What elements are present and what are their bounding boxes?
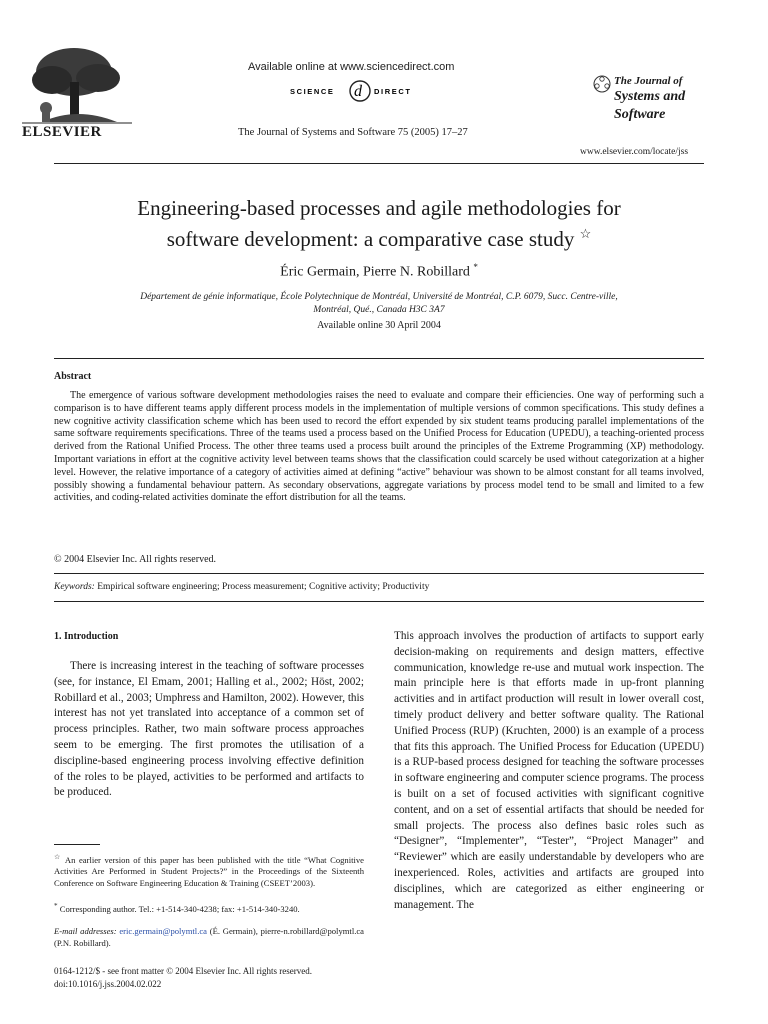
abstract-heading: Abstract (54, 371, 92, 382)
issn-line: 0164-1212/$ - see front matter © 2004 Elsevier Inc. All rights reserved. (54, 966, 313, 976)
journal-emblem-icon (592, 74, 612, 94)
footnote2-text: Corresponding author. Tel.: +1-514-340-4238; fax: +1-514-340-3240. (59, 903, 300, 914)
available-date: Available online 30 April 2004 (317, 320, 441, 331)
title-line1: Engineering-based processes and agile methodologies for (137, 196, 621, 220)
footnote2-mark: * (54, 902, 58, 910)
footnote-email (54, 926, 364, 949)
sciencedirect-logo (290, 76, 430, 104)
journal-logo-line3: Software (614, 107, 666, 122)
journal-logo-line2: Systems and (614, 89, 686, 104)
keywords-list: Empirical software engineering; Process measurement; Cognitive activity; Productivity (97, 582, 430, 592)
corresponding-author-mark[interactable]: * (473, 262, 478, 272)
email-label: E-mail addresses: (54, 926, 117, 936)
section-heading-introduction: 1. Introduction (54, 631, 119, 642)
affiliation (94, 291, 664, 317)
left-column-paragraph: There is increasing interest in the teaching of software processes (see, for instance, El Emam, 2001; Halling et al., 2002; Höst, 2002; Robillard et al., 2003; Umphress and Hamilton, 2002). However, this interest has not yet translated into acceptance of a common set of process principles. Rather, two main software process approaches seem to be emerging. The first promotes the utilisation of a discipline-based engineering process involving effective definition of the roles to be played, activities to be performed and artifacts to be produced. (54, 660, 364, 799)
abstract-middle-rule (54, 573, 704, 574)
header-rule (54, 163, 704, 164)
author-list: Éric Germain, Pierre N. Robillard (280, 264, 470, 280)
footnote-rule (54, 844, 100, 845)
email-rest: (É. Germain), pierre-n.robillard@polymtl.ca (P.N. Robillard). (54, 926, 364, 948)
abstract-top-rule (54, 358, 704, 359)
right-column-paragraph: This approach involves the production of artifacts to support early decision-making on requirements and design matters, effective communication, knowledge re-use and mutual work inspection. The main principle here is that efforts made in up-front planning activities and in artifact production will result in lower overall cost, timely product delivery and better software quality. The Rational Unified Process (RUP) (Kruchten, 2000) is an example of a process that fits this approach. The Unified Process for Education (UPEDU) is a RUP-based process designed for teaching the software processes in software engineering and computer science programs. The process is built on a set of focused activities with significant cognitive content, and on a set of essential artifacts that should be needed for small projects. The process also defines basic roles such as “Designer”, “Implementer”, “Tester”, “Project Manager” and “Reviewer” which are easily understandable by developers who are inexperienced. Roles, activities and artifacts are grouped into disciplines, which are categorized as either engineering or management. The (394, 630, 704, 911)
keywords-label: Keywords: (54, 582, 95, 592)
footnote-corresponding-author (54, 901, 364, 915)
doi-line[interactable]: doi:10.1016/j.jss.2004.02.022 (54, 979, 162, 989)
svg-text:d: d (354, 83, 362, 100)
affiliation-line2: Montréal, Qué., Canada H3C 3A7 (313, 305, 445, 315)
title-line2: software development: a comparative case study (166, 227, 575, 251)
footnote1-text: An earlier version of this paper has been published with the title “What Cognitive Activities Are Performed in Student Projects?” in the Proceedings of the Sixteenth Conference on Software Engineering Education & Training (CSEET’2003). (54, 854, 364, 889)
journal-url-link[interactable]: www.elsevier.com/locate/jss (580, 147, 689, 157)
abstract-copyright: © 2004 Elsevier Inc. All rights reserved. (54, 554, 217, 565)
publisher-name: ELSEVIER (22, 124, 102, 140)
journal-logo-line1: The Journal of (614, 75, 683, 87)
affiliation-line1: Département de génie informatique, École Polytechnique de Montréal, Université de Montréal, C.P. 6079, Succ. Centre-ville, (140, 292, 618, 302)
keywords (54, 582, 429, 592)
authors (54, 262, 704, 281)
footnote-earlier-version (54, 852, 364, 890)
available-online-text: Available online at www.sciencedirect.com (248, 61, 455, 73)
sd-logo-right: DIRECT (374, 87, 412, 96)
abstract-bottom-rule (54, 601, 704, 602)
paper-title (54, 196, 704, 252)
title-footnote-mark[interactable]: ☆ (579, 226, 592, 241)
journal-citation: The Journal of Systems and Software 75 (2005) 17–27 (238, 127, 468, 138)
footnote1-mark: ☆ (54, 853, 62, 861)
email-link-germain[interactable]: eric.germain@polymtl.ca (119, 926, 207, 936)
sd-logo-left: SCIENCE (290, 87, 335, 96)
abstract-body: The emergence of various software development methodologies raises the need to evaluate and compare their efficiencies. One way of performing such a comparison is to have different teams apply different process models in the implementation of multiple versions of common specifications. This study defines a new cognitive activity classification scheme which has been used to record the effort expended by six student teams producing parallel implementations of the same software requirements specifications. Three of the teams used a process based on the Unified Process for Education (UPEDU), a teaching-oriented process derived from the Rational Unified Process. The other three teams used a process built around the principles of the Extreme Programming (XP) methodology. Important variations in effort at the cognitive activity level between teams shows that the classification could scarcely be used without categorization at a higher level. However, the relative importance of a category of activities aimed at defining “active” behaviour was shown to be almost constant for all teams involved, possibly showing a fundamental behaviour pattern. As secondary observations, aggregate variations by process model tend to be small and limited to a few activities, and coding-related activities dominate the effort distribution for all the teams. (54, 390, 704, 504)
